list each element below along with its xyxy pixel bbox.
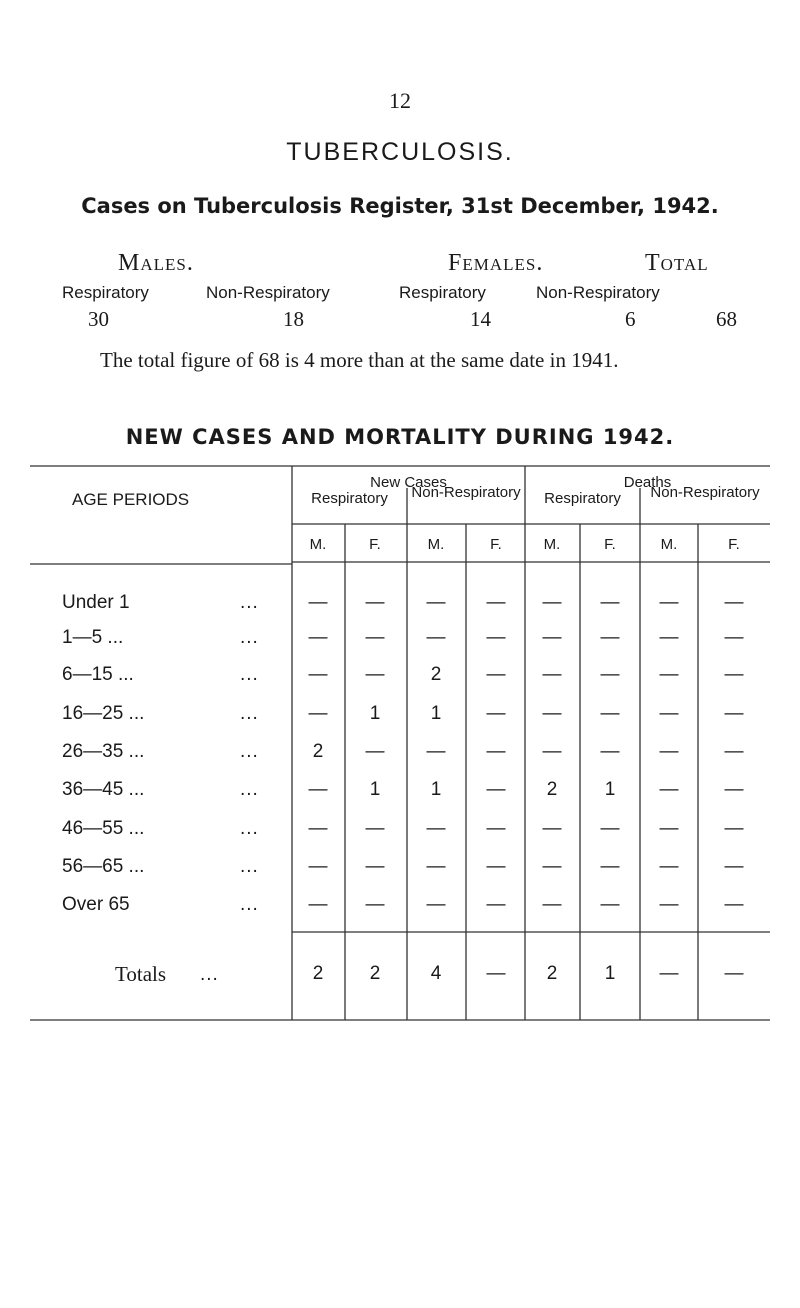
table-cell: — xyxy=(365,856,385,877)
age-period-label: Under 1 xyxy=(62,592,130,613)
table-cell: — xyxy=(486,856,506,877)
table-cell: — xyxy=(486,592,506,613)
males-non-respiratory-value: 18 xyxy=(283,307,304,331)
table-cell: — xyxy=(486,664,506,685)
table-cell: — xyxy=(600,592,620,613)
table-cell: — xyxy=(426,856,446,877)
table-cell: — xyxy=(724,741,744,762)
age-periods-header: AGE PERIODS xyxy=(72,490,190,509)
sex-header: F. xyxy=(728,536,740,553)
table-cell: — xyxy=(600,856,620,877)
sex-header: F. xyxy=(604,536,616,553)
leader-dots: ... xyxy=(240,856,259,877)
totals-cell: 1 xyxy=(604,963,616,984)
table-cell: 2 xyxy=(312,741,324,762)
table-cell: — xyxy=(724,627,744,648)
leader-dots: ... xyxy=(240,779,259,800)
age-period-label: Over 65 xyxy=(62,894,130,915)
totals-cell: 2 xyxy=(546,963,558,984)
totals-cell: — xyxy=(659,963,679,984)
table-cell: — xyxy=(365,741,385,762)
table-cell: — xyxy=(486,779,506,800)
table-cell: — xyxy=(308,779,328,800)
leader-dots: ... xyxy=(240,818,259,839)
table-cell: — xyxy=(308,818,328,839)
table-cell: — xyxy=(542,664,562,685)
leader-dots: ... xyxy=(240,894,259,915)
table-cell: 1 xyxy=(604,779,616,800)
table-cell: — xyxy=(542,894,562,915)
females-respiratory-value: 14 xyxy=(470,307,491,331)
leader-dots: ... xyxy=(240,703,259,724)
table-cell: — xyxy=(600,627,620,648)
totals-label: Totals xyxy=(115,962,167,986)
table-cell: — xyxy=(426,592,446,613)
females-heading: Females. xyxy=(448,250,544,276)
table-cell: — xyxy=(426,741,446,762)
males-heading: Males. xyxy=(118,250,194,276)
table-cell: — xyxy=(542,856,562,877)
table-cell: 1 xyxy=(430,779,442,800)
table-cell: — xyxy=(365,592,385,613)
table-cell: — xyxy=(659,818,679,839)
females-respiratory-label: Respiratory xyxy=(399,283,486,302)
table-cell: — xyxy=(600,664,620,685)
table-cell: — xyxy=(365,664,385,685)
table-cell: — xyxy=(724,856,744,877)
age-period-label: 6—15 ... xyxy=(62,664,134,685)
females-non-respiratory-label: Non-Respiratory xyxy=(536,283,660,302)
leader-dots: ... xyxy=(240,664,259,685)
sex-header: M. xyxy=(543,536,561,553)
table-cell: 1 xyxy=(369,779,381,800)
table-cell: 2 xyxy=(430,664,442,685)
table-cell: 1 xyxy=(430,703,442,724)
table-cell: — xyxy=(486,741,506,762)
deaths-non-respiratory-header: Non-Respiratory xyxy=(650,484,760,501)
leader-dots: ... xyxy=(240,627,259,648)
table-cell: — xyxy=(724,703,744,724)
table-cell: — xyxy=(659,741,679,762)
table-cell: — xyxy=(308,664,328,685)
totals-cell: — xyxy=(724,963,744,984)
new-cases-header: New Cases xyxy=(370,474,447,491)
table-cell: — xyxy=(426,627,446,648)
sex-header: F. xyxy=(369,536,381,553)
new-respiratory-header: Respiratory xyxy=(311,490,388,507)
total-heading: Total xyxy=(645,250,709,276)
table-cell: — xyxy=(365,627,385,648)
table-cell: — xyxy=(542,703,562,724)
table-cell: — xyxy=(600,894,620,915)
leader-dots: ... xyxy=(240,592,259,613)
table-cell: — xyxy=(308,894,328,915)
table-cell: — xyxy=(426,894,446,915)
new-non-respiratory-header: Non-Respiratory xyxy=(411,484,521,501)
males-respiratory-value: 30 xyxy=(88,307,109,331)
register-subtitle: Cases on Tuberculosis Register, 31st December, 1942. xyxy=(81,194,719,218)
table-cell: 2 xyxy=(546,779,558,800)
table-cell: — xyxy=(659,856,679,877)
table-cell: — xyxy=(724,664,744,685)
deaths-header: Deaths xyxy=(623,474,672,491)
table-cell: — xyxy=(724,592,744,613)
age-period-label: 56—65 ... xyxy=(62,856,145,877)
table-cell: — xyxy=(365,894,385,915)
table-cell: — xyxy=(659,664,679,685)
table-cell: — xyxy=(308,627,328,648)
table-cell: — xyxy=(308,856,328,877)
females-non-respiratory-value: 6 xyxy=(625,307,636,331)
age-period-label: 26—35 ... xyxy=(62,741,145,762)
comparison-paragraph: The total figure of 68 is 4 more than at the same date in 1941. xyxy=(100,348,619,372)
table-title: NEW CASES AND MORTALITY DURING 1942. xyxy=(125,425,675,449)
sex-header: F. xyxy=(490,536,502,553)
table-cell: — xyxy=(426,818,446,839)
table-cell: 1 xyxy=(369,703,381,724)
totals-cell: 2 xyxy=(312,963,324,984)
table-cell: — xyxy=(542,592,562,613)
table-cell: — xyxy=(308,703,328,724)
table-cell: — xyxy=(486,818,506,839)
table-cell: — xyxy=(724,779,744,800)
males-respiratory-label: Respiratory xyxy=(62,283,149,302)
sex-header: M. xyxy=(309,536,327,553)
table-cell: — xyxy=(486,703,506,724)
table-cell: — xyxy=(659,894,679,915)
table-cell: — xyxy=(542,627,562,648)
totals-cell: 4 xyxy=(430,963,442,984)
deaths-respiratory-header: Respiratory xyxy=(544,490,621,507)
table-cell: — xyxy=(659,703,679,724)
table-cell: — xyxy=(659,592,679,613)
table-cell: — xyxy=(724,818,744,839)
page-number: 12 xyxy=(389,88,411,113)
table-cell: — xyxy=(659,627,679,648)
leader-dots: ... xyxy=(240,741,259,762)
table-cell: — xyxy=(486,894,506,915)
totals-dots: ... xyxy=(200,964,219,985)
table-cell: — xyxy=(600,703,620,724)
table-cell: — xyxy=(600,741,620,762)
table-cell: — xyxy=(308,592,328,613)
table-cell: — xyxy=(542,741,562,762)
totals-cell: — xyxy=(486,963,506,984)
males-non-respiratory-label: Non-Respiratory xyxy=(206,283,330,302)
sex-header: M. xyxy=(660,536,678,553)
totals-cell: 2 xyxy=(369,963,381,984)
table-cell: — xyxy=(724,894,744,915)
sex-header: M. xyxy=(427,536,445,553)
table-cell: — xyxy=(365,818,385,839)
page-title: TUBERCULOSIS. xyxy=(286,138,514,166)
age-period-label: 46—55 ... xyxy=(62,818,145,839)
table-cell: — xyxy=(486,627,506,648)
total-value: 68 xyxy=(716,307,737,331)
table-cell: — xyxy=(600,818,620,839)
table-cell: — xyxy=(659,779,679,800)
table-cell: — xyxy=(542,818,562,839)
age-period-label: 36—45 ... xyxy=(62,779,145,800)
age-period-label: 16—25 ... xyxy=(62,703,145,724)
age-period-label: 1—5 ... xyxy=(62,627,124,648)
